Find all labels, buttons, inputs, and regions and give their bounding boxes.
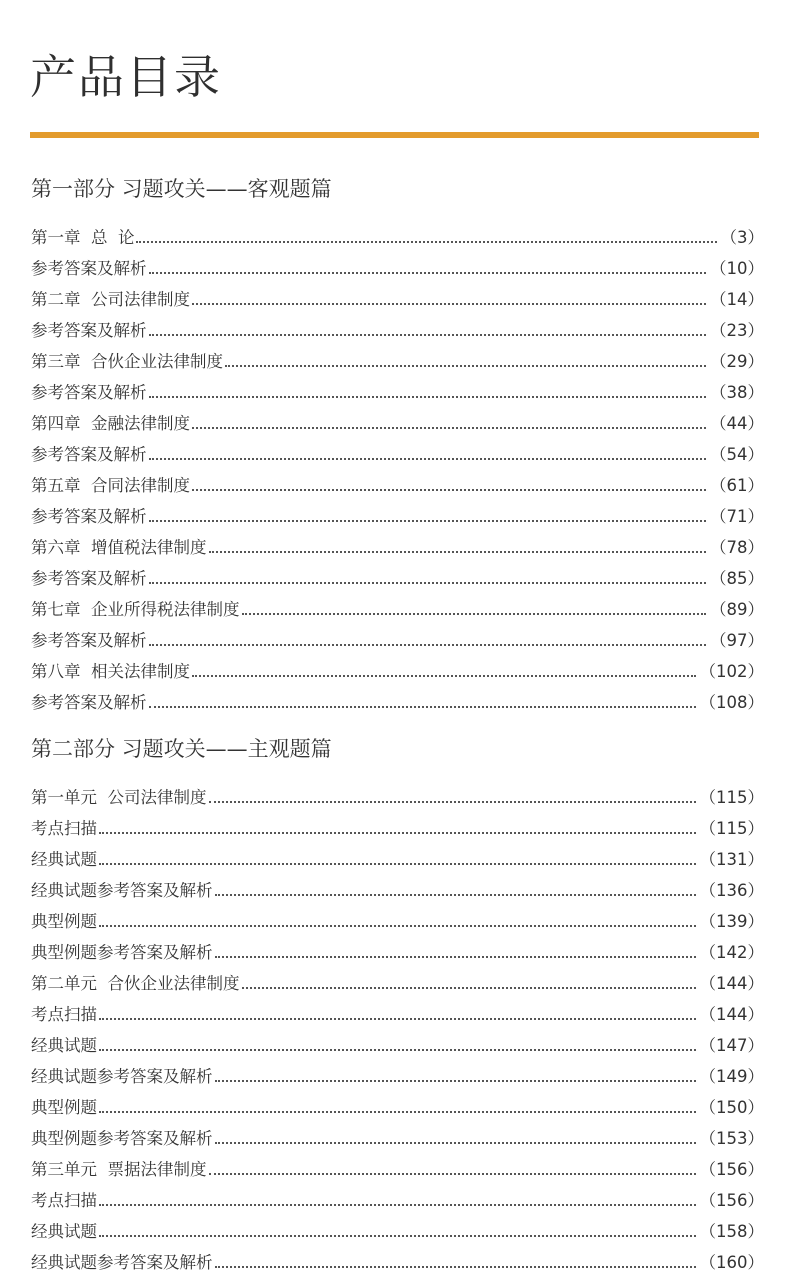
dot-leader [242, 613, 707, 615]
toc-entry-label: 参考答案及解析 [31, 383, 147, 402]
dot-leader [99, 925, 696, 927]
dot-leader [99, 1018, 696, 1020]
dot-leader [149, 396, 707, 398]
toc-entry-page-number: （71） [710, 507, 764, 526]
toc-entry-label: 经典试题 [31, 1036, 97, 1055]
toc-entry-page-number: （29） [710, 352, 764, 371]
dot-leader [242, 987, 696, 989]
toc-entry-label: 第六章 增值税法律制度 [31, 538, 207, 557]
toc-entry [31, 778, 764, 809]
toc-entry-page-number: （54） [710, 445, 764, 464]
page-title: 产品目录 [30, 50, 222, 104]
toc-entry [31, 435, 764, 466]
toc-list-part-2 [31, 778, 764, 1274]
dot-leader [149, 334, 707, 336]
toc-entry [31, 995, 764, 1026]
toc-entry-label: 第二单元 合伙企业法律制度 [31, 974, 240, 993]
toc-entry-label: 参考答案及解析 [31, 631, 147, 650]
toc-entry [31, 528, 764, 559]
toc-entry-label: 第二章 公司法律制度 [31, 290, 190, 309]
dot-leader [192, 675, 696, 677]
toc-entry-page-number: （131） [699, 850, 764, 869]
toc-entry [31, 280, 764, 311]
toc-entry-label: 参考答案及解析 [31, 445, 147, 464]
toc-entry-page-number: （139） [699, 912, 764, 931]
toc-entry-page-number: （38） [710, 383, 764, 402]
toc-entry [31, 466, 764, 497]
dot-leader [99, 1204, 696, 1206]
toc-entry-label: 经典试题 [31, 1222, 97, 1241]
section-heading-part-1: 第一部分 习题攻关——客观题篇 [31, 177, 332, 201]
dot-leader [99, 1049, 696, 1051]
toc-entry [31, 652, 764, 683]
toc-entry-label: 参考答案及解析 [31, 693, 147, 712]
dot-leader [99, 1235, 696, 1237]
toc-entry [31, 871, 764, 902]
toc-entry [31, 840, 764, 871]
toc-entry [31, 1181, 764, 1212]
toc-entry-label: 参考答案及解析 [31, 259, 147, 278]
toc-entry-page-number: （144） [699, 1005, 764, 1024]
toc-entry [31, 497, 764, 528]
toc-entry-label: 考点扫描 [31, 819, 97, 838]
dot-leader [136, 241, 716, 243]
toc-entry-page-number: （144） [699, 974, 764, 993]
toc-entry [31, 1026, 764, 1057]
dot-leader [215, 894, 696, 896]
toc-entry-page-number: （115） [699, 819, 764, 838]
toc-entry [31, 249, 764, 280]
dot-leader [225, 365, 706, 367]
dot-leader [149, 520, 707, 522]
dot-leader [99, 863, 696, 865]
toc-entry-page-number: （14） [710, 290, 764, 309]
dot-leader [149, 644, 707, 646]
toc-entry-label: 考点扫描 [31, 1005, 97, 1024]
toc-entry [31, 683, 764, 714]
toc-entry-page-number: （158） [699, 1222, 764, 1241]
toc-entry [31, 933, 764, 964]
dot-leader [149, 458, 707, 460]
toc-entry-page-number: （147） [699, 1036, 764, 1055]
toc-entry [31, 1212, 764, 1243]
toc-entry [31, 1243, 764, 1274]
toc-entry [31, 404, 764, 435]
toc-entry-label: 第五章 合同法律制度 [31, 476, 190, 495]
toc-entry-page-number: （149） [699, 1067, 764, 1086]
toc-entry-page-number: （150） [699, 1098, 764, 1117]
toc-entry [31, 1150, 764, 1181]
toc-entry-label: 考点扫描 [31, 1191, 97, 1210]
dot-leader [149, 706, 696, 708]
toc-entry [31, 311, 764, 342]
section-heading-part-2: 第二部分 习题攻关——主观题篇 [31, 737, 332, 761]
dot-leader [99, 1111, 696, 1113]
dot-leader [192, 427, 706, 429]
toc-entry-page-number: （142） [699, 943, 764, 962]
toc-entry-page-number: （10） [710, 259, 764, 278]
toc-entry-page-number: （44） [710, 414, 764, 433]
dot-leader [192, 489, 706, 491]
toc-entry [31, 559, 764, 590]
dot-leader [149, 582, 707, 584]
dot-leader [209, 801, 696, 803]
toc-entry-label: 经典试题参考答案及解析 [31, 1067, 213, 1086]
dot-leader [209, 551, 707, 553]
toc-entry [31, 964, 764, 995]
toc-entry [31, 1119, 764, 1150]
toc-entry-label: 第一章 总 论 [31, 228, 135, 247]
toc-entry [31, 1057, 764, 1088]
toc-entry-label: 第三章 合伙企业法律制度 [31, 352, 223, 371]
toc-entry [31, 1088, 764, 1119]
dot-leader [215, 1142, 696, 1144]
toc-entry [31, 590, 764, 621]
toc-entry-page-number: （23） [710, 321, 764, 340]
toc-entry-label: 第八章 相关法律制度 [31, 662, 190, 681]
toc-entry-label: 第四章 金融法律制度 [31, 414, 190, 433]
toc-entry [31, 342, 764, 373]
title-divider [30, 132, 759, 138]
toc-entry [31, 218, 764, 249]
toc-list-part-1 [31, 218, 764, 714]
toc-entry-page-number: （108） [699, 693, 764, 712]
toc-entry-page-number: （89） [710, 600, 764, 619]
dot-leader [215, 1080, 696, 1082]
toc-entry-page-number: （156） [699, 1160, 764, 1179]
toc-entry-page-number: （61） [710, 476, 764, 495]
toc-entry [31, 373, 764, 404]
toc-entry-page-number: （97） [710, 631, 764, 650]
toc-entry-label: 典型例题 [31, 912, 97, 931]
toc-entry-label: 第一单元 公司法律制度 [31, 788, 207, 807]
toc-entry-label: 第三单元 票据法律制度 [31, 1160, 207, 1179]
toc-entry-label: 参考答案及解析 [31, 569, 147, 588]
toc-entry-label: 经典试题参考答案及解析 [31, 1253, 213, 1272]
dot-leader [99, 832, 696, 834]
toc-entry [31, 902, 764, 933]
dot-leader [215, 956, 696, 958]
toc-entry-label: 典型例题参考答案及解析 [31, 1129, 213, 1148]
toc-entry-page-number: （85） [710, 569, 764, 588]
toc-entry-label: 参考答案及解析 [31, 321, 147, 340]
toc-entry [31, 809, 764, 840]
toc-entry-label: 经典试题参考答案及解析 [31, 881, 213, 900]
toc-entry [31, 621, 764, 652]
dot-leader [192, 303, 706, 305]
toc-entry-page-number: （78） [710, 538, 764, 557]
toc-entry-page-number: （153） [699, 1129, 764, 1148]
dot-leader [215, 1266, 696, 1268]
toc-entry-page-number: （136） [699, 881, 764, 900]
toc-entry-page-number: （102） [699, 662, 764, 681]
toc-entry-label: 参考答案及解析 [31, 507, 147, 526]
dot-leader [209, 1173, 696, 1175]
toc-entry-page-number: （115） [699, 788, 764, 807]
toc-entry-label: 经典试题 [31, 850, 97, 869]
toc-entry-label: 典型例题 [31, 1098, 97, 1117]
toc-entry-label: 典型例题参考答案及解析 [31, 943, 213, 962]
toc-entry-page-number: （3） [720, 228, 764, 247]
toc-entry-page-number: （156） [699, 1191, 764, 1210]
toc-entry-page-number: （160） [699, 1253, 764, 1272]
dot-leader [149, 272, 707, 274]
toc-entry-label: 第七章 企业所得税法律制度 [31, 600, 240, 619]
